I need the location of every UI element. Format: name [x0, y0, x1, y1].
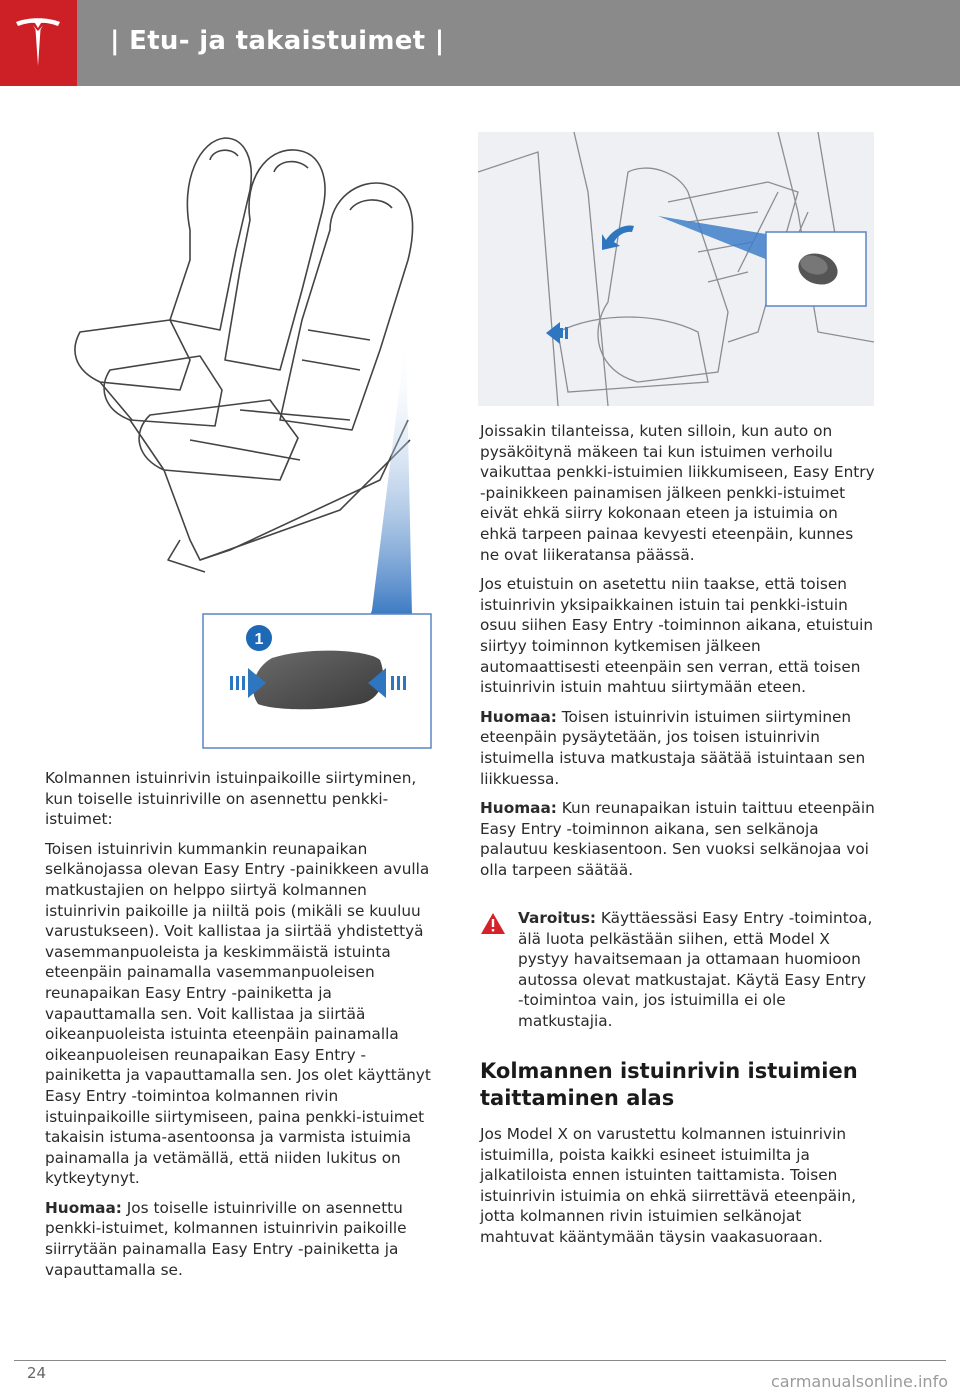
warning-block: [480, 908, 875, 1032]
note-1-text: Toisen istuinrivin istuimen siirtyminen eteenpäin pysäytetään, jos toisen istuinrivin istuimella istuva matkustaja säätää istuintaan sen liikkuessa.: [480, 707, 866, 788]
watermark[interactable]: carmanualsonline.info: [770, 1372, 948, 1391]
brand-logo: [0, 0, 77, 86]
callout-number: 1: [254, 631, 264, 648]
right-column-lower: [480, 1124, 875, 1257]
note-text: Jos toiselle istuinriville on asennettu penkki-istuimet, kolmannen istuinrivin paikoille siirrytään painamalla Easy Entry -painiketta ja vapauttamalla se.: [45, 1198, 407, 1279]
tesla-logo-icon: [14, 16, 62, 70]
note-2: [480, 798, 875, 880]
note-1: [480, 707, 875, 789]
warning-text-block: [518, 908, 875, 1032]
warning-label: Varoitus:: [518, 909, 597, 927]
right-column: [480, 421, 875, 889]
section-heading: Kolmannen istuinrivin istuimien taittaminen alas: [480, 1059, 858, 1110]
note-1-label: Huomaa:: [480, 707, 557, 726]
note-label: Huomaa:: [45, 1198, 122, 1217]
footer-divider: [14, 1360, 946, 1361]
paragraph-1: Joissakin tilanteissa, kuten silloin, kun auto on pysäköitynä mäkeen tai kun istuimen verhoilu vaikuttaa penkki-istuimien liikkumiseen, Easy Entry -painikkeen painamisen jälkeen penkki-istuimet eivät ehkä siirry kokonaan eteen ja istuimia on ehkä tarpeen painaa kevyesti eteenpäin, kunnes ne ovat liikeratansa päässä.: [480, 422, 875, 564]
page-title: | Etu- ja takaistuimet |: [110, 26, 445, 56]
paragraph-3: Jos Model X on varustettu kolmannen istuinrivin istuimilla, poista kaikki esineet istuimilta ja jalkatiloista ennen istuinten taittamista. Toisen istuinrivin istuimia on ehkä siirrettävä eteenpäin, jotta kolmannen rivin istuimien selkänojat mahtuvat kääntymään täysin vaakasuoraan.: [480, 1125, 856, 1246]
note-paragraph: [45, 1198, 440, 1280]
left-column: [45, 768, 440, 1289]
easy-entry-photo: [478, 132, 874, 406]
intro-paragraph: Kolmannen istuinrivin istuinpaikoille siirtyminen, kun toiselle istuinriville on asennettu penkki-istuimet:: [45, 769, 417, 829]
seat-illustration: [40, 120, 440, 750]
note-2-text: Kun reunapaikan istuin taittuu eteenpäin Easy Entry -toiminnon aikana, sen selkänoja palautuu keskiasentoon. Sen vuoksi selkänojaa voi olla tarpeen säätää.: [480, 799, 875, 879]
warning-triangle-icon: [480, 912, 506, 935]
page-header: [0, 0, 960, 86]
warning-text: Käyttäessäsi Easy Entry -toimintoa, älä luota pelkästään siihen, että Model X pystyy havaitsemaan ja ottamaan huomioon autossa olevat matkustajat. Käytä Easy Entry -toimintoa vain, jos istuimilla ei ole matkustajia.: [518, 909, 873, 1030]
page-number: 24: [27, 1364, 47, 1382]
note-2-label: Huomaa:: [480, 799, 557, 818]
paragraph-2: Jos etuistuin on asetettu niin taakse, että toisen istuinrivin yksipaikkainen istuin tai penkki-istuin osuu siihen Easy Entry -toiminnon aikana, etuistuin siirtyy toiminnon kytkemisen jälkeen automaattisesti eteenpäin sen verran, että toisen istuinrivin istuin mahtuu siirtymään eteen.: [480, 575, 874, 697]
body-paragraph: Toisen istuinrivin kummankin reunapaikan selkänojassa olevan Easy Entry -painikkeen avulla matkustajien on helppo siirtyä kolmannen istuinrivin paikoille ja niiltä pois (mikäli se kuuluu varustukseen). Voit kallistaa ja siirtää yhdistettyä vasemmanpuoleista ja keskimmäistä istuinta eteenpäin painamalla vasemmanpuoleisen reunapaikan Easy Entry -painiketta ja vapauttamalla sen. Voit kallistaa ja siirtää oikeanpuoleista istuinta eteenpäin painamalla oikeanpuoleisen reunapaikan Easy Entry -painiketta ja vapauttamalla sen. Jos olet käyttänyt Easy Entry -toimintoa kolmannen rivin istuinpaikoille siirtymiseen, paina penkki-istuimet takaisin istuma-asentoonsa ja varmista istuimia painamalla ja vetämällä, että niiden lukitus on kytkeytynyt.: [45, 839, 431, 1188]
